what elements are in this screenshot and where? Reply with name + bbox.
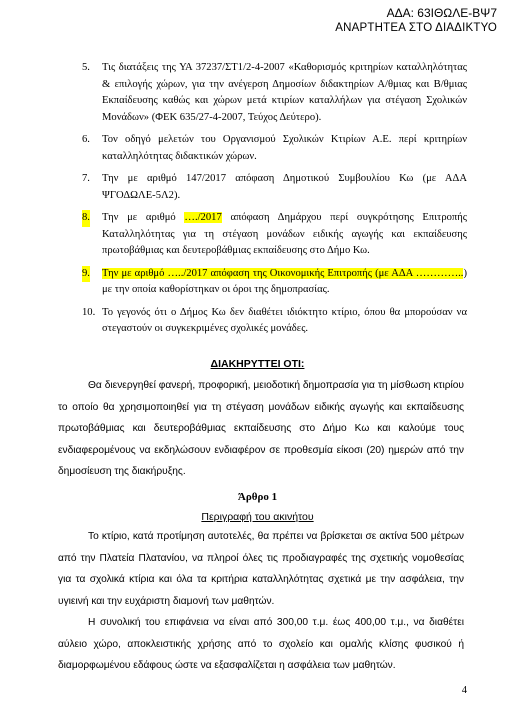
article-subtitle: Περιγραφή του ακινήτου bbox=[201, 511, 314, 523]
item-text: Τις διατάξεις της ΥΑ 37237/ΣΤ1/2-4-2007 «Καθορισμός κριτηρίων καταλληλότητας & επιλογής χώρων, για την ανέγερση Δημοσίων διδακτηρίων Α/θμιας και Β/θμιας Εκπαίδευσης καθώς και χώρων μετά κτιρίων καταλλήλων για στέγαση Σχολικών Μονάδων» (ΦΕΚ 635/27-4-2007, Τεύχος Δεύτερο). bbox=[102, 62, 467, 123]
ada-code: ΑΔΑ: 63ΙΘΩΛΕ-ΒΨ7 bbox=[386, 6, 497, 20]
item-text: απόφαση Δημάρχου περί συγκρότησης Επιτροπής Καταλληλότητας για τη στέγαση μονάδων ειδικής αγωγής και εκπαίδευσης πρωτοβάθμιας και δευτεροβάθμιας εκπαίδευσης στο Δήμο Κω. bbox=[102, 212, 467, 256]
item-number: 9. bbox=[82, 266, 90, 283]
item-number: 5. bbox=[82, 62, 90, 73]
item-text: ) με την οποία καθορίστηκαν οι όροι της δημοπρασίας. bbox=[102, 267, 467, 295]
item-text: Τον οδηγό μελετών του Οργανισμού Σχολικών Κτιρίων Α.Ε. περί κριτηρίων καταλληλότητας διδακτικών χώρων. bbox=[102, 134, 467, 162]
list-item bbox=[82, 171, 467, 204]
item-number: 7. bbox=[82, 173, 90, 184]
item-number: 10. bbox=[82, 306, 96, 318]
highlighted-blank: ………….. bbox=[415, 267, 464, 279]
item-text: Το γεγονός ότι ο Δήμος Κω δεν διαθέτει ιδιόκτητο κτίριο, όπου θα μπορούσαν να στεγαστούν οι συγκεκριμένες σχολικές μονάδες. bbox=[102, 306, 467, 334]
highlighted-blank: …./2017 bbox=[184, 212, 222, 223]
declares-heading: ΔΙΑΚΗΡΥΤΤΕΙ ΟΤΙ: bbox=[210, 358, 305, 370]
document-header bbox=[335, 6, 497, 36]
item-number: 8. bbox=[82, 210, 90, 227]
list-item bbox=[82, 210, 467, 260]
item-text-prefix: Την με αριθμό bbox=[102, 212, 185, 223]
list-item bbox=[82, 266, 467, 299]
declares-paragraph: Θα διενεργηθεί φανερή, προφορική, μειοδοτική δημοπρασία για τη μίσθωση κτιρίου το οποίο θα χρησιμοποιηθεί για τη στέγαση μονάδων ειδικής αγωγής και εκπαίδευσης πρωτοβάθμιας και δευτεροβάθμιας εκπαίδευσης στο Δήμο Κω και καλούμε τους ενδιαφερομένους να εκδηλώσουν ενδιαφέρον σε προθεσμία είκοσι (20) ημερών από την δημοσίευση της διακήρυξης. bbox=[58, 380, 464, 477]
list-item bbox=[82, 305, 467, 338]
considerations-list bbox=[82, 60, 467, 344]
page-number: 4 bbox=[461, 685, 467, 696]
article-title: Άρθρο 1 bbox=[237, 491, 278, 503]
posted-online-label: ΑΝΑΡΤΗΤΕΑ ΣΤΟ ΔΙΑΔΙΚΤΥΟ bbox=[335, 22, 497, 34]
list-item bbox=[82, 132, 467, 165]
list-item bbox=[82, 60, 467, 126]
item-text-middle: απόφαση της Οικονομικής Επιτροπής (με ΑΔΑ bbox=[207, 267, 416, 279]
item-text: Την με αριθμό 147/2017 απόφαση Δημοτικού Συμβουλίου Κω (με ΑΔΑ ΨΓΟΔΩΛΕ-5Λ2). bbox=[102, 173, 467, 201]
highlighted-blank: …../2017 bbox=[167, 267, 208, 279]
item-text-prefix: Την με αριθμό bbox=[102, 267, 168, 279]
item-number: 6. bbox=[82, 134, 90, 145]
article-paragraph: Η συνολική του επιφάνεια να είναι από 300,00 τ.μ. έως 400,00 τ.μ., να διαθέτει αύλειο χώρο, αποκλειστικής χρήσης από το σχολείο και ομαλής κλίσης φυσικού ή διαμορφωμένου εδάφους ώστε να εξασφαλίζεται η ασφάλεια των μαθητών. bbox=[58, 617, 464, 671]
article-paragraph: Το κτίριο, κατά προτίμηση αυτοτελές, θα πρέπει να βρίσκεται σε ακτίνα 500 μέτρων από την Πλατεία Πλατανίου, να πληροί όλες τις προδιαγραφές της σχετικής νομοθεσίας για τα σχολικά κτίρια και όλα τα κριτήρια καταλληλότητας σχετικά με την ασφάλεια, την υγιεινή και την ευχάριστη διαμονή των μαθητών. bbox=[58, 531, 464, 607]
